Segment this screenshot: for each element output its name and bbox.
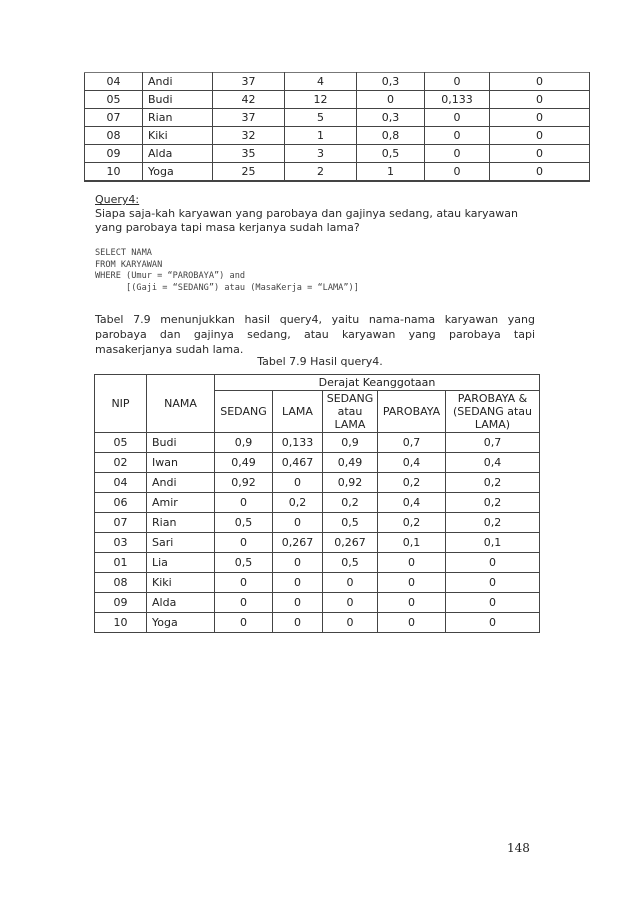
sql-code-block: [95, 248, 359, 294]
table-cell: 0: [323, 613, 378, 633]
table-cell: 0: [273, 553, 323, 573]
table-cell: 0: [357, 91, 425, 109]
previous-results-table: [84, 72, 590, 182]
table-cell: 2: [285, 163, 357, 182]
table-cell: 0: [425, 109, 490, 127]
table-cell: Lia: [147, 553, 215, 573]
table-cell: 0: [490, 145, 590, 163]
table-cell: 0,5: [215, 553, 273, 573]
table-cell: 08: [95, 573, 147, 593]
table-cell: 0: [490, 73, 590, 91]
table-row: [95, 573, 540, 593]
table-cell: 0,2: [378, 513, 446, 533]
header-nip: NIP: [95, 375, 147, 433]
table-cell: Rian: [147, 513, 215, 533]
table-cell: 37: [213, 109, 285, 127]
table-cell: 0: [425, 73, 490, 91]
code-line: WHERE (Umur = “PAROBAYA”) and: [95, 271, 246, 281]
table-cell: 0: [446, 573, 540, 593]
table-cell: 0: [273, 573, 323, 593]
table-cell: 32: [213, 127, 285, 145]
header-row: [95, 375, 540, 391]
table-cell: Alda: [143, 145, 213, 163]
table-cell: 0,267: [273, 533, 323, 553]
table-cell: 10: [85, 163, 143, 182]
table-cell: 0: [273, 613, 323, 633]
header-sedang: SEDANG: [215, 391, 273, 433]
table-cell: Sari: [147, 533, 215, 553]
table-cell: 0,2: [273, 493, 323, 513]
query4-results-table: [94, 374, 540, 633]
table-cell: 0: [215, 613, 273, 633]
table-cell: 10: [95, 613, 147, 633]
table-cell: 0: [273, 473, 323, 493]
table-cell: 04: [85, 73, 143, 91]
table-row: [95, 553, 540, 573]
table-cell: 0: [378, 573, 446, 593]
table-row: [95, 613, 540, 633]
table-cell: Amir: [147, 493, 215, 513]
query-question: Siapa saja-kah karyawan yang parobaya dan gajinya sedang, atau karyawan yang parobaya tapi masa kerjanya sudah lama?: [95, 207, 519, 234]
table-cell: 07: [95, 513, 147, 533]
table-cell: Budi: [147, 433, 215, 453]
table-cell: 0,49: [215, 453, 273, 473]
header-parobaya: PAROBAYA: [378, 391, 446, 433]
table-cell: 0,8: [357, 127, 425, 145]
table-row: [85, 109, 590, 127]
query-heading: Query4:: [95, 193, 140, 206]
table-row: [95, 493, 540, 513]
table-cell: 0: [323, 593, 378, 613]
table-cell: 0: [490, 127, 590, 145]
table-cell: Kiki: [143, 127, 213, 145]
code-line: [(Gaji = “SEDANG”) atau (MasaKerja = “LAMA”)]: [95, 282, 359, 293]
table-row: [95, 593, 540, 613]
table-cell: 0,2: [446, 513, 540, 533]
table-cell: 0,92: [215, 473, 273, 493]
table-cell: Andi: [147, 473, 215, 493]
header-lama: LAMA: [273, 391, 323, 433]
table-row: [95, 473, 540, 493]
table-cell: 0,2: [446, 473, 540, 493]
explanation-paragraph: Tabel 7.9 menunjukkan hasil query4, yaitu nama-nama karyawan yang parobaya dan gajinya sedang, atau karyawan yang parobaya tapi masakerjanya sudah lama.: [95, 313, 535, 356]
table-cell: Yoga: [143, 163, 213, 182]
table-cell: 0: [378, 593, 446, 613]
table-cell: 0: [425, 127, 490, 145]
table-cell: 0,9: [215, 433, 273, 453]
table-cell: 09: [95, 593, 147, 613]
table-cell: Rian: [143, 109, 213, 127]
table-cell: 0: [446, 593, 540, 613]
table-cell: 0: [273, 593, 323, 613]
code-line: SELECT NAMA: [95, 248, 152, 258]
code-line: FROM KARYAWAN: [95, 259, 163, 270]
table-cell: 0,5: [323, 553, 378, 573]
table-row: [95, 533, 540, 553]
table-cell: 0,2: [378, 473, 446, 493]
table-cell: 0: [273, 513, 323, 533]
table-cell: 0: [378, 613, 446, 633]
table-cell: 0,5: [357, 145, 425, 163]
table-cell: 0,1: [378, 533, 446, 553]
table-cell: 0,7: [446, 433, 540, 453]
table-cell: Alda: [147, 593, 215, 613]
table-cell: Kiki: [147, 573, 215, 593]
table-cell: 0,4: [378, 453, 446, 473]
table-cell: 0,92: [323, 473, 378, 493]
table-cell: 0: [425, 163, 490, 182]
table-cell: 0,2: [446, 493, 540, 513]
table-cell: 0,4: [378, 493, 446, 513]
table-cell: 3: [285, 145, 357, 163]
table-cell: 03: [95, 533, 147, 553]
page-number: 148: [507, 841, 530, 855]
table-cell: 0,5: [323, 513, 378, 533]
table-cell: 0,133: [425, 91, 490, 109]
table-row: [85, 91, 590, 109]
table-cell: 0: [215, 573, 273, 593]
table-cell: Budi: [143, 91, 213, 109]
table-cell: 0,4: [446, 453, 540, 473]
table-cell: 1: [285, 127, 357, 145]
table-cell: 04: [95, 473, 147, 493]
header-nama: NAMA: [147, 375, 215, 433]
table-cell: 0,267: [323, 533, 378, 553]
table-cell: 4: [285, 73, 357, 91]
header-derajat-keanggotaan: Derajat Keanggotaan: [215, 375, 540, 391]
table-cell: 05: [95, 433, 147, 453]
table-row: [85, 127, 590, 145]
table-cell: 01: [95, 553, 147, 573]
table-cell: 0,133: [273, 433, 323, 453]
table-cell: 0: [215, 533, 273, 553]
table-cell: 0: [425, 145, 490, 163]
table-cell: 12: [285, 91, 357, 109]
table-cell: 37: [213, 73, 285, 91]
table-row: [95, 453, 540, 473]
table-cell: 0,49: [323, 453, 378, 473]
table-cell: 0: [490, 163, 590, 182]
table-cell: 42: [213, 91, 285, 109]
table-cell: 0: [215, 593, 273, 613]
table-cell: 0,3: [357, 73, 425, 91]
table-cell: Yoga: [147, 613, 215, 633]
table-cell: 09: [85, 145, 143, 163]
table-cell: 0,467: [273, 453, 323, 473]
table-cell: Andi: [143, 73, 213, 91]
table-row: [85, 73, 590, 91]
table-cell: 0,3: [357, 109, 425, 127]
table-cell: 05: [85, 91, 143, 109]
table-cell: 1: [357, 163, 425, 182]
table-row: [85, 163, 590, 182]
table-cell: 0: [446, 613, 540, 633]
table-cell: 08: [85, 127, 143, 145]
table-cell: 02: [95, 453, 147, 473]
table-cell: 0: [323, 573, 378, 593]
table-cell: 0,7: [378, 433, 446, 453]
table-caption: Tabel 7.9 Hasil query4.: [257, 355, 383, 368]
table-cell: 0: [490, 91, 590, 109]
table-cell: 25: [213, 163, 285, 182]
table-cell: Iwan: [147, 453, 215, 473]
table-cell: 5: [285, 109, 357, 127]
table-cell: 0: [490, 109, 590, 127]
header-result: PAROBAYA & (SEDANG atau LAMA): [446, 391, 540, 433]
header-sedang-atau-lama: SEDANG atau LAMA: [323, 391, 378, 433]
table-cell: 0: [378, 553, 446, 573]
table-cell: 0: [446, 553, 540, 573]
table-cell: 0,2: [323, 493, 378, 513]
table-cell: 07: [85, 109, 143, 127]
table-row: [95, 513, 540, 533]
table-row: [95, 433, 540, 453]
table-cell: 0,9: [323, 433, 378, 453]
table-cell: 06: [95, 493, 147, 513]
table-row: [85, 145, 590, 163]
table-cell: 0,1: [446, 533, 540, 553]
table-cell: 0,5: [215, 513, 273, 533]
table-cell: 0: [215, 493, 273, 513]
table-cell: 35: [213, 145, 285, 163]
